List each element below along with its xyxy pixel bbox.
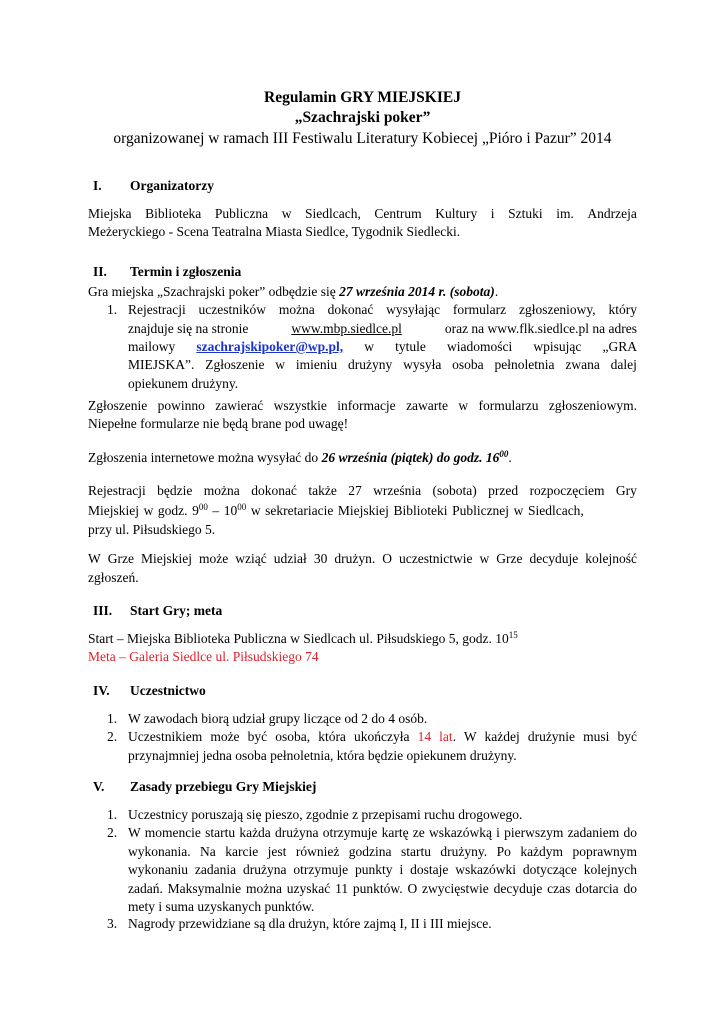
rules-item-1: 1. Uczestnicy poruszają się pieszo, zgodnie z przepisami ruchu drogowego.	[107, 807, 523, 822]
organizers-line-2: Meżeryckiego - Scena Teatralna Miasta Siedlce, Tygodnik Siedlecki.	[88, 224, 461, 239]
section-heading-participation: IV. Uczestnictwo	[93, 683, 206, 698]
onsite-registration-line-1: Rejestracji będzie można dokonać także 27 września (sobota) przed rozpoczęciem Gry	[88, 483, 637, 498]
capacity-line-2: zgłoszeń.	[88, 570, 139, 585]
email-link[interactable]: szachrajskipoker@wp.pl,	[196, 339, 344, 354]
game-name: „Szachrajski poker”	[294, 109, 431, 126]
form-note-line-2: Niepełne formularze nie będą brane pod uwagę!	[88, 416, 349, 431]
registration-line-5: opiekunem drużyny.	[128, 376, 239, 391]
registration-line-1: Rejestracji uczestników można dokonać wysyłając formularz zgłoszeniowy, który	[128, 302, 637, 317]
section-heading-start-finish: III. Start Gry; meta	[93, 603, 223, 618]
online-deadline: Zgłoszenia internetowe można wysyłać do 26 września (piątek) do godz. $16^{00}$.	[88, 449, 512, 465]
onsite-registration-line-3: przy ul. Piłsudskiego 5.	[88, 522, 216, 537]
organizers-line-1: Miejska Biblioteka Publiczna w Siedlcach, Centrum Kultury i Sztuki im. Andrzeja	[88, 206, 637, 221]
finish-location: Meta – Galeria Siedlce ul. Piłsudskiego 74	[88, 649, 319, 664]
section-heading-registration: II. Termin i zgłoszenia	[93, 264, 242, 279]
game-date-line: Gra miejska „Szachrajski poker” odbędzie się 27 września 2014 r. (sobota).	[88, 284, 499, 299]
subtitle: organizowanej w ramach III Festiwalu Literatury Kobiecej „Pióro i Pazur” 2014	[113, 130, 612, 147]
start-location: Start – Miejska Biblioteka Publiczna w Siedlcach ul. Piłsudskiego 5, godz. $10^{15}$	[88, 630, 518, 646]
participation-item-1: 1. W zawodach biorą udział grupy liczące od 2 do 4 osób.	[107, 711, 428, 726]
form-note-line-1: Zgłoszenie powinno zawierać wszystkie informacje zawarte w formularzu zgłoszeniowym.	[88, 398, 637, 413]
registration-line-4: MIEJSKA”. Zgłoszenie w imieniu drużyny wysyła osoba pełnoletnia zwana dalej	[128, 357, 637, 372]
participation-item-2: 2. Uczestnikiem może być osoba, która ukończyła 14 lat. W każdej drużynie musi być przynajmniej jedna osoba pełnoletnia, która będzie opiekunem drużyny.	[107, 729, 637, 763]
section-heading-rules: V. Zasady przebiegu Gry Miejskiej	[93, 779, 317, 794]
registration-line-2: znajduje się na stronie www.mbp.siedlce.pl oraz na www.flk.siedlce.pl na adres	[128, 321, 637, 336]
document-page: Regulamin GRY MIEJSKIEJ „Szachrajski poker” organizowanej w ramach III Festiwalu Literatury Kobiecej „Pióro i Pazur” 2014 I. Organizatorzy Miejska Biblioteka Publiczna w Siedlcach, Centrum Kultury i Sztuki im. Andrzeja Meżeryckiego - Scena Teatralna Miasta Siedlce, Tygodnik Siedlecki. II. Termin i zgłoszenia Gra miejska „Szachrajski poker” odbędzie się 27 września 2014 r. (sobota). 1. Rejestracji uczestników można dokonać wysyłając formularz zgłoszeniowy, który znajduje się na stronie www.mbp.siedlce.pl oraz na www.flk.siedlce.pl na adres mailowy szachrajskipoker@wp.pl, w tytule wiadomości wpisując „GRA MIEJSKA”. Zgłoszenie w imieniu drużyny wysyła osoba pełnoletnia zwana dalej opiekunem drużyny. Zgłoszenie powinno zawierać wszystkie informacje zawarte w formularzu zgłoszeniowym. Niepełne formularze nie będą brane pod uwagę! Zgłoszenia internetowe można wysyłać do 26 września (piątek) do godz. $16^{00}$. Rejestracji będzie można dokonać także 27 września (sobota) przed rozpoczęciem Gry Miejskiej w godz. $9^{00} - 10^{00}$ w sekretariacie Miejskiej Biblioteki Publicznej w Siedlcach, przy ul. Piłsudskiego 5. W Grze Miejskiej może wziąć udział 30 drużyn. O uczestnictwie w Grze decyduje kolejność zgłoszeń. III. Start Gry; meta Start – Miejska Biblioteka Publiczna w Siedlcach ul. Piłsudskiego 5, godz. $10^{15}$ Meta – Galeria Siedlce ul. Piłsudskiego 74 IV. Uczestnictwo 1. W zawodach biorą udział grupy liczące od 2 do 4 osób. 2. Uczestnikiem może być osoba, która ukończyła 14 lat. W każdej drużynie musi być przynajmniej jedna osoba pełnoletnia, która będzie opiekunem drużyny. V. Zasady przebiegu Gry Miejskiej 1. Uczestnicy poruszają się pieszo, zgodnie z przepisami ruchu drogowego. 2. W momencie startu każda drużyna otrzymuje kartę ze wskazówką i pierwszym zadaniem do wykonania. Na karcie jest również godzina startu drużyny. Po każdym poprawnym wykonaniu zadania drużyna otrzymuje punkty i dostaje wskazówki dotyczące kolejnych zadań. Maksymalnie można uzyskać 11 punktów. O zwycięstwie decyduje czas dotarcia do mety i suma uzyskanych punktów. 3. Nagrody przewidziane są dla drużyn, które zajmą I, II i III miejsce.	[0, 0, 725, 1024]
website-link[interactable]: www.mbp.siedlce.pl	[291, 321, 402, 336]
rules-item-2: 2. W momencie startu każda drużyna otrzymuje kartę ze wskazówką i pierwszym zadaniem do wykonania. Na karcie jest również godzina startu drużyny. Po każdym poprawnym wykonaniu zadania drużyna otrzymuje punkty i dostaje wskazówki dotyczące kolejnych zadań. Maksymalnie można uzyskać 11 punktów. O zwycięstwie decyduje czas dotarcia do mety i suma uzyskanych punktów.	[107, 825, 637, 914]
section-heading-organizers: I. Organizatorzy	[93, 178, 214, 193]
rules-item-3: 3. Nagrody przewidziane są dla drużyn, które zajmą I, II i III miejsce.	[107, 916, 492, 931]
onsite-registration-line-2: Miejskiej w godz. $9^{00} - 10^{00}$ w sekretariacie Miejskiej Biblioteki Publicznej w Siedlcach,	[88, 502, 584, 518]
capacity-line-1: W Grze Miejskiej może wziąć udział 30 drużyn. O uczestnictwie w Grze decyduje kolejność	[88, 551, 637, 566]
title-block	[0, 88, 725, 150]
document-title: Regulamin GRY MIEJSKIEJ	[264, 89, 461, 106]
registration-line-3: mailowy szachrajskipoker@wp.pl, w tytule wiadomości wpisując „GRA	[128, 339, 637, 354]
